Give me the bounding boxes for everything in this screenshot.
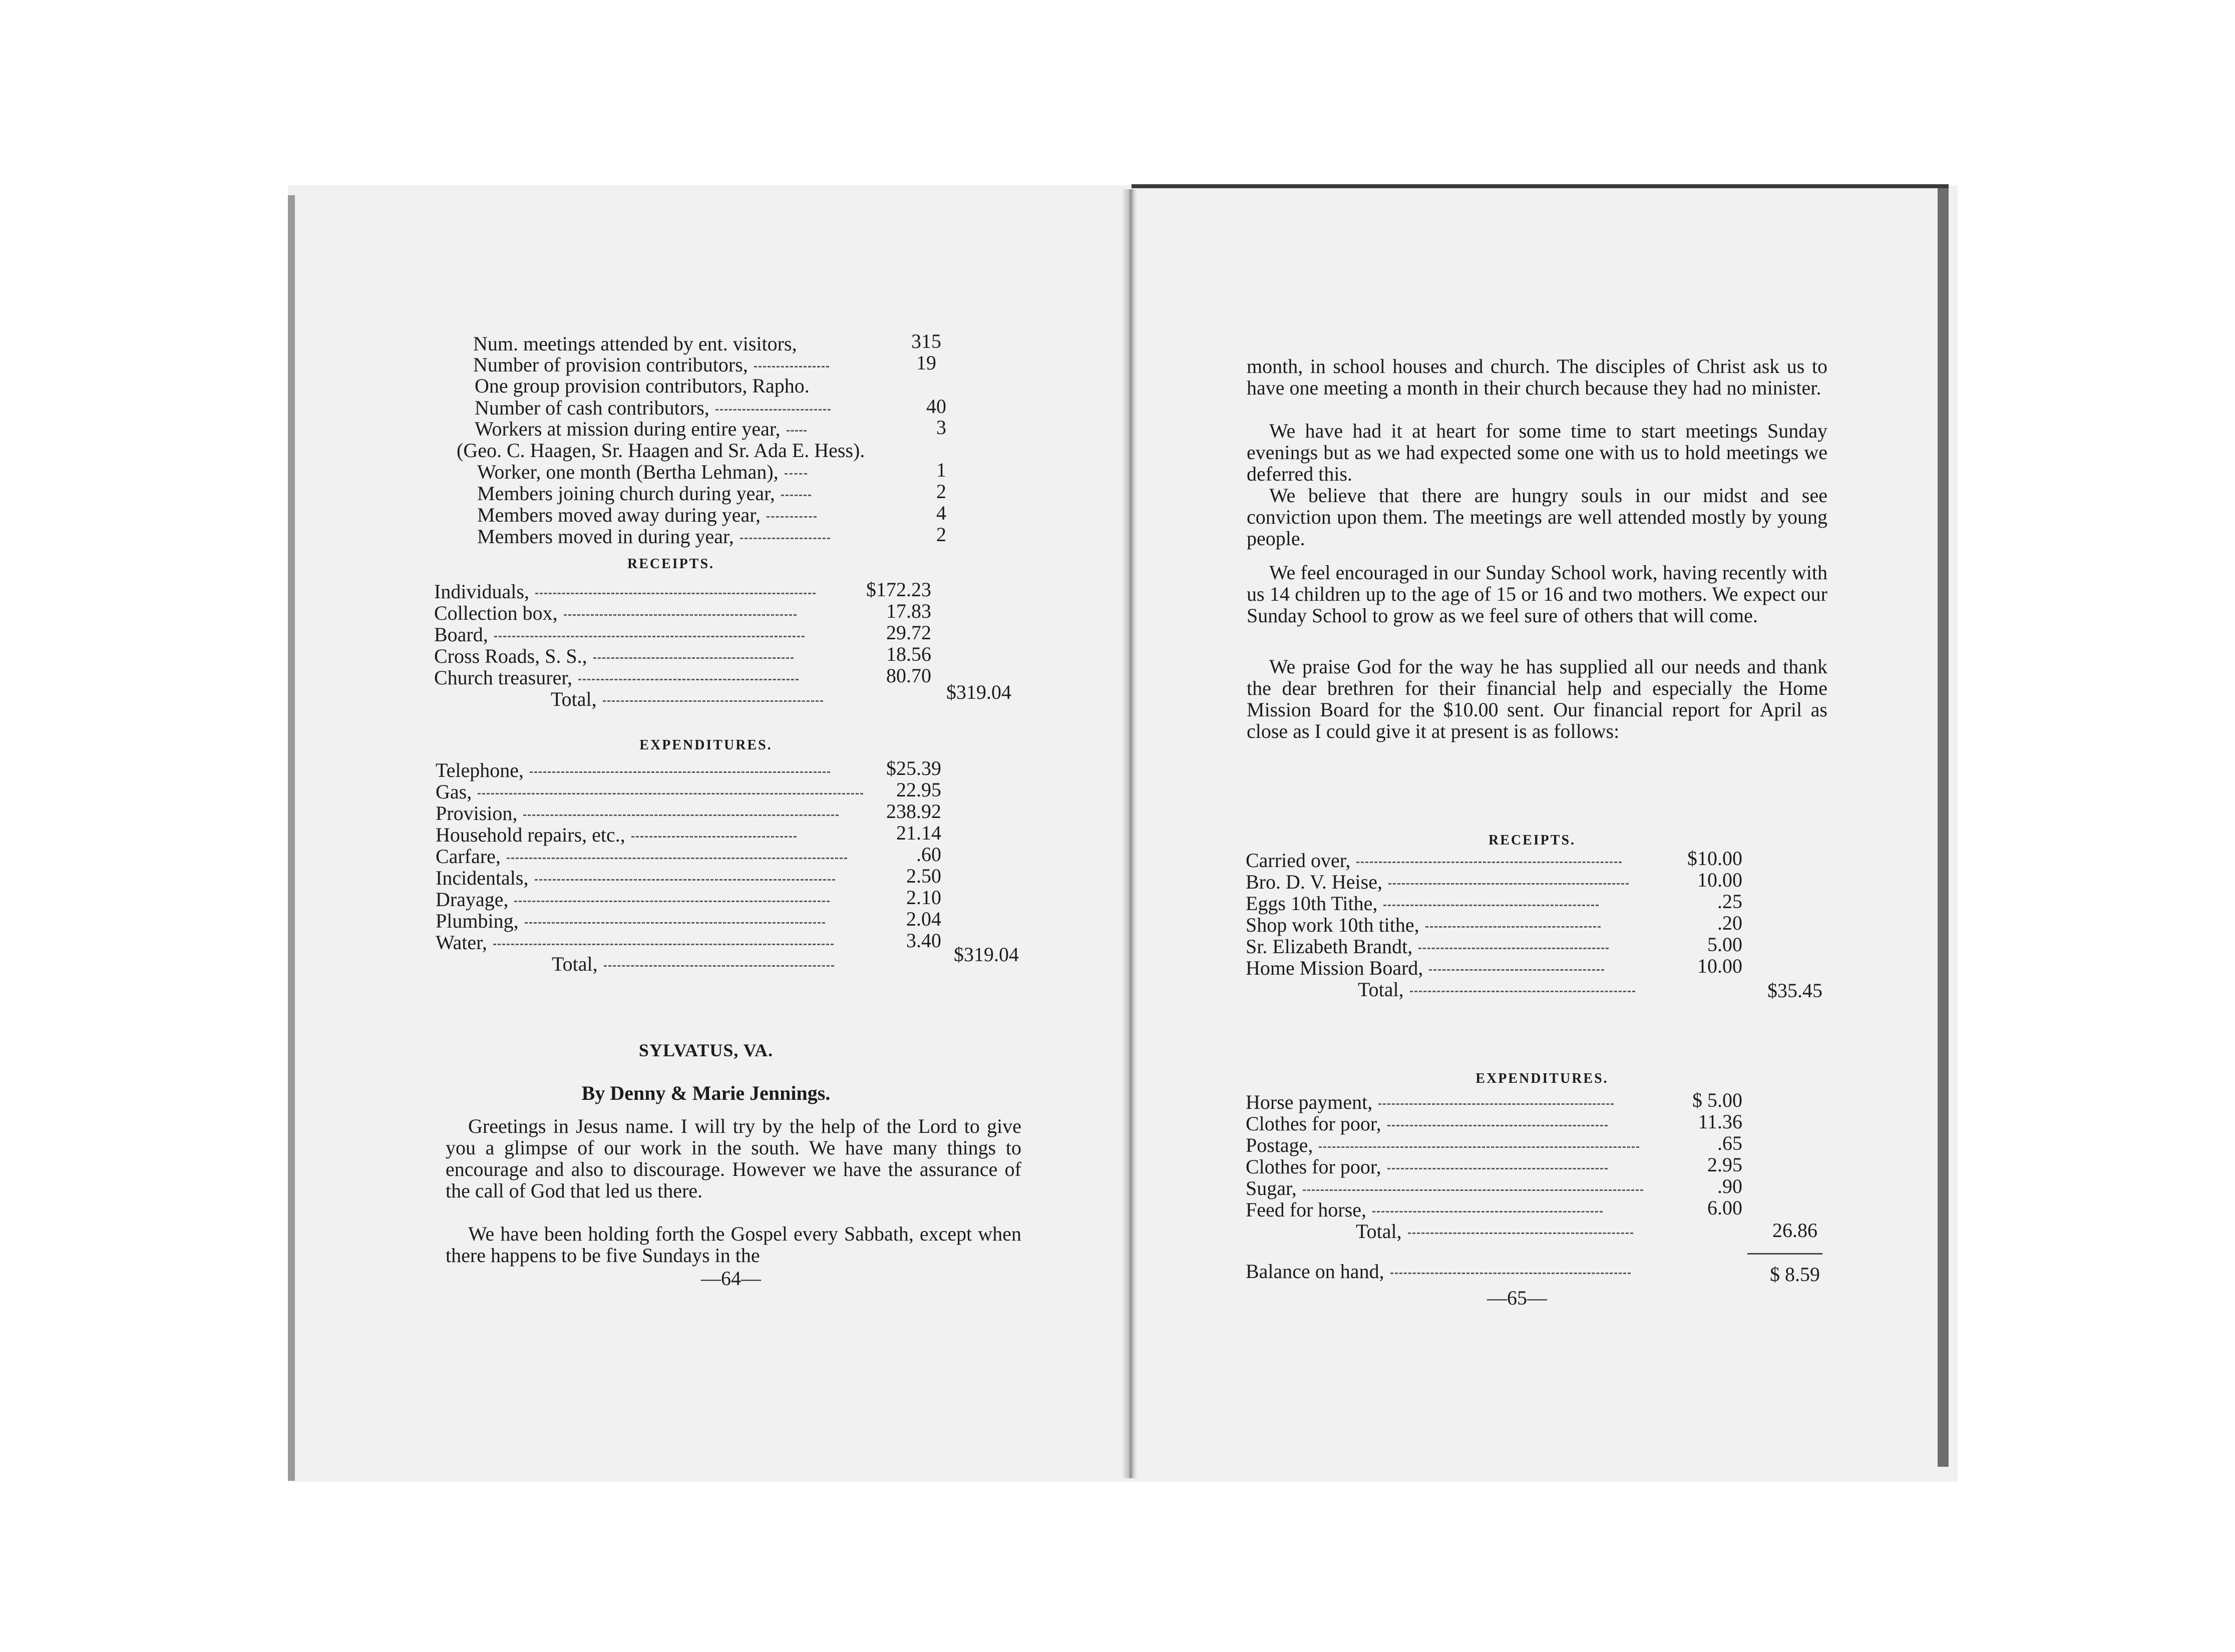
expenditure-label: Drayage, <box>436 888 509 911</box>
receipts-total-label: Total, <box>1358 978 1404 1001</box>
stat-label: Members joining church during year, <box>477 482 775 505</box>
expenditure-label: Gas, <box>436 780 472 803</box>
receipt-value: $10.00 <box>1687 847 1742 870</box>
paragraph: month, in school houses and church. The disciples of Christ ask us to have one meeting a month in their church because they had no minister. <box>1247 355 1827 399</box>
receipt-label: Bro. D. V. Heise, <box>1246 871 1382 893</box>
receipts-heading: RECEIPTS. <box>1488 833 1576 848</box>
paragraph: We feel encouraged in our Sunday School work, having recently with us 14 children up to the age of 15 or 16 and two mothers. We expect our Sunday School to grow as we feel sure of others that will come. <box>1247 561 1827 627</box>
stat-value: 4 <box>936 502 946 524</box>
paragraph: We praise God for the way he has supplied all our needs and thank the dear brethren for their financial help and especially the Home Mission Board for the $10.00 sent. Our financial report for April as close as I could give it at present is as follows: <box>1247 655 1827 742</box>
stat-label: Number of provision contributors, <box>473 353 748 376</box>
expenditures-heading: EXPENDITURES. <box>1475 1071 1609 1086</box>
expenditure-value: .60 <box>916 843 941 866</box>
expenditures-total-row <box>1356 1220 1633 1242</box>
expenditure-value: .65 <box>1717 1132 1742 1154</box>
expenditure-label: Provision, <box>436 802 518 824</box>
expenditure-label: Horse payment, <box>1246 1091 1373 1113</box>
receipt-label: Collection box, <box>434 602 558 624</box>
expenditure-label: Carfare, <box>436 845 501 868</box>
receipt-label: Board, <box>434 623 488 646</box>
receipt-value: 10.00 <box>1697 955 1742 977</box>
expenditure-value: 6.00 <box>1707 1196 1742 1219</box>
receipt-value: .25 <box>1717 890 1742 913</box>
receipt-label: Shop work 10th tithe, <box>1246 914 1419 936</box>
receipt-value: 29.72 <box>886 621 931 644</box>
receipt-label: Home Mission Board, <box>1246 957 1423 979</box>
receipt-row <box>1246 871 1629 893</box>
receipt-label: Individuals, <box>434 580 529 603</box>
page-number: —65— <box>1487 1287 1547 1309</box>
receipts-total-row <box>1358 979 1635 1000</box>
receipt-value: 80.70 <box>886 664 931 687</box>
receipts-total-value: $35.45 <box>1767 979 1822 1002</box>
stat-label: Num. meetings attended by ent. visitors, <box>473 332 797 355</box>
receipts-heading: RECEIPTS. <box>627 556 715 572</box>
expenditure-value: 3.40 <box>906 929 941 952</box>
receipt-row <box>1246 850 1622 871</box>
stat-value: 2 <box>936 480 946 503</box>
expenditure-row <box>1246 1134 1639 1156</box>
stat-label: (Geo. C. Haagen, Sr. Haagen and Sr. Ada E. Hess). <box>457 439 865 462</box>
byline: By Denny & Marie Jennings. <box>581 1082 831 1104</box>
receipt-value: 5.00 <box>1707 933 1742 956</box>
receipt-value: .20 <box>1717 912 1742 934</box>
stat-value: 2 <box>936 523 946 546</box>
expenditure-value: $25.39 <box>886 757 941 779</box>
expenditure-row <box>1246 1177 1643 1199</box>
stat-label: Number of cash contributors, <box>475 396 709 419</box>
receipt-value: 10.00 <box>1697 869 1742 891</box>
expenditures-total-label: Total, <box>1356 1220 1402 1243</box>
stat-value: 3 <box>936 416 946 439</box>
expenditure-value: 2.95 <box>1707 1153 1742 1176</box>
receipts-total-value: $319.04 <box>946 681 1011 703</box>
receipt-label: Sr. Elizabeth Brandt, <box>1246 935 1413 958</box>
expenditure-label: Feed for horse, <box>1246 1198 1367 1221</box>
balance-value: $ 8.59 <box>1770 1263 1820 1286</box>
receipt-label: Eggs 10th Tithe, <box>1246 892 1378 915</box>
stat-value: 40 <box>926 395 946 418</box>
expenditure-label: Water, <box>436 931 487 954</box>
receipts-total-label: Total, <box>551 688 597 710</box>
expenditure-label: Plumbing, <box>436 910 519 932</box>
section-title: SYLVATUS, VA. <box>638 1040 774 1060</box>
receipt-value: $172.23 <box>866 578 931 601</box>
expenditure-label: Sugar, <box>1246 1177 1297 1199</box>
stat-label: Members moved away during year, <box>477 504 761 526</box>
expenditure-label: Postage, <box>1246 1134 1313 1156</box>
receipt-row <box>1246 914 1601 936</box>
receipt-row <box>1246 893 1599 914</box>
stat-label: Workers at mission during entire year, <box>475 418 781 440</box>
expenditure-value: 11.36 <box>1698 1110 1742 1133</box>
receipt-label: Cross Roads, S. S., <box>434 645 587 667</box>
expenditure-value: .90 <box>1717 1175 1742 1197</box>
expenditures-total-label: Total, <box>552 953 598 975</box>
expenditure-value: 238.92 <box>886 800 941 822</box>
expenditure-row <box>1246 1113 1608 1134</box>
stat-label: Members moved in during year, <box>477 525 734 548</box>
expenditure-label: Incidentals, <box>436 867 529 889</box>
expenditures-heading: EXPENDITURES. <box>639 737 773 753</box>
stat-value: 315 <box>911 330 941 352</box>
receipt-value: 17.83 <box>886 600 931 622</box>
expenditure-row <box>1246 1199 1603 1220</box>
expenditure-value: 2.50 <box>906 865 941 887</box>
expenditure-label: Telephone, <box>436 759 524 781</box>
receipt-value: 18.56 <box>886 643 931 665</box>
stat-label: One group provision contributors, Rapho. <box>475 374 810 397</box>
balance-label: Balance on hand, <box>1246 1260 1384 1283</box>
paragraph: We have had it at heart for some time to start meetings Sunday evenings but as we had expected some one with us to hold meetings we deferred this. <box>1247 420 1827 485</box>
paragraph: Greetings in Jesus name. I will try by the help of the Lord to give you a glimpse of our work in the south. We have many things to encourage and also to discourage. However we have the assurance of the call of God that led us there. <box>446 1115 1021 1202</box>
stat-value: 19 <box>916 351 936 374</box>
stat-label: Worker, one month (Bertha Lehman), <box>477 461 779 483</box>
page-number: —64— <box>701 1267 761 1290</box>
expenditure-label: Household repairs, etc., <box>436 823 625 846</box>
expenditure-label: Clothes for poor, <box>1246 1155 1381 1178</box>
expenditure-value: 22.95 <box>896 778 941 801</box>
expenditures-total-value: $319.04 <box>954 943 1019 966</box>
paragraph: We have been holding forth the Gospel every Sabbath, except when there happens to be five Sundays in the <box>446 1222 1021 1267</box>
receipt-label: Church treasurer, <box>434 666 573 689</box>
balance-row <box>1246 1261 1631 1282</box>
expenditures-total-value: 26.86 <box>1772 1219 1817 1242</box>
receipt-row <box>1246 936 1609 957</box>
stat-value: 1 <box>936 459 946 481</box>
expenditure-row <box>1246 1091 1614 1113</box>
expenditure-value: 21.14 <box>896 821 941 844</box>
receipt-label: Carried over, <box>1246 849 1351 872</box>
expenditure-value: 2.04 <box>906 908 941 930</box>
expenditure-value: 2.10 <box>906 886 941 909</box>
expenditure-value: $ 5.00 <box>1692 1089 1742 1111</box>
receipt-row <box>1246 957 1604 979</box>
expenditure-label: Clothes for poor, <box>1246 1112 1381 1135</box>
expenditure-row <box>1246 1156 1608 1177</box>
total-rule <box>1747 1253 1822 1255</box>
paragraph: We believe that there are hungry souls in our midst and see conviction upon them. The meetings are well attended mostly by young people. <box>1247 484 1827 550</box>
